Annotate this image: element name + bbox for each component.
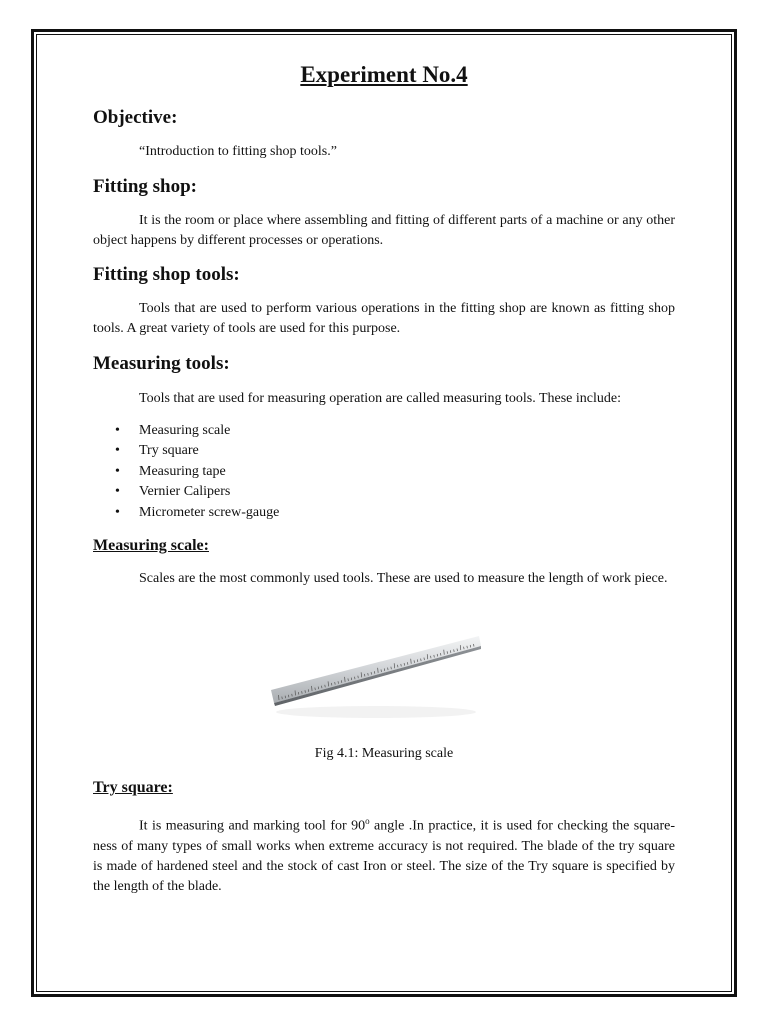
try-square-text-start: It is measuring and marking tool for 90	[139, 818, 366, 834]
ruler-tick	[364, 674, 365, 677]
try-square-text	[93, 811, 675, 897]
ruler-tick	[394, 663, 395, 668]
try-square-text-rest: angle .In practice, it is used for checking the square-ness of many types of small works when extreme accuracy is not required. The blade of the try square is made of hardened steel and the stock of cast Iron or steel. The size of the Try square is specified by the length of the blade.	[93, 818, 675, 894]
ruler-tick	[279, 695, 280, 700]
steel-ruler-illustration	[269, 590, 483, 740]
ruler-tick	[444, 650, 445, 655]
measuring-tools-list	[93, 421, 279, 523]
ruler-tick	[391, 667, 392, 670]
fitting-shop-heading: Fitting shop:	[93, 176, 197, 197]
ruler-tick	[431, 656, 432, 659]
ruler-tick	[440, 653, 441, 656]
ruler-tick	[295, 690, 296, 695]
ruler-tick	[397, 665, 398, 668]
fitting-shop-text: It is the room or place where assembling and fitting of different parts of a machine or any other object happens by different processes or operations.	[93, 213, 675, 248]
ruler-tick	[302, 691, 303, 694]
ruler-tick	[388, 668, 389, 671]
ruler-tick	[467, 646, 468, 649]
ruler-tick	[371, 672, 372, 675]
ruler-tick	[361, 672, 362, 677]
list-item: • Try square	[93, 441, 279, 461]
ruler-tick	[470, 645, 471, 648]
try-square-heading: Try square:	[93, 779, 173, 796]
ruler-tick	[454, 649, 455, 652]
ruler-tick	[292, 694, 293, 697]
objective-quote: “Introduction to fitting shop tools.”	[139, 144, 337, 159]
ruler-tick	[338, 681, 339, 684]
ruler-tick	[308, 689, 309, 692]
ruler-tick	[305, 690, 306, 693]
ruler-tick	[421, 659, 422, 662]
ruler-tick	[368, 673, 369, 676]
ruler-tick	[417, 659, 418, 662]
ruler-tick	[457, 649, 458, 652]
list-item: • Micrometer screw-gauge	[93, 503, 279, 523]
measuring-scale-text: Scales are the most commonly used tools. These are used to measure the length of work piece.	[139, 571, 668, 586]
ruler-tick	[341, 680, 342, 683]
ruler-tick	[404, 663, 405, 666]
list-item: • Vernier Calipers	[93, 482, 279, 502]
ruler-tick	[434, 655, 435, 658]
ruler-tick	[401, 664, 402, 667]
ruler-tick	[378, 668, 379, 673]
ruler-tick	[351, 678, 352, 681]
list-item: • Measuring tape	[93, 462, 279, 482]
measuring-tools-heading: Measuring tools:	[93, 353, 230, 374]
ruler-tick	[474, 644, 475, 647]
ruler-tick	[298, 692, 299, 695]
ruler-tick	[318, 687, 319, 690]
fitting-shop-tools-heading: Fitting shop tools:	[93, 264, 240, 285]
ruler-tick	[282, 697, 283, 700]
ruler-tick	[374, 671, 375, 674]
ruler-tick	[424, 658, 425, 661]
ruler-tick	[427, 654, 428, 659]
ruler-tick	[355, 677, 356, 680]
measuring-tools-text: Tools that are used for measuring operation are called measuring tools. These include:	[139, 391, 621, 406]
ruler-tick	[381, 669, 382, 672]
page-title: Experiment No.4	[300, 62, 468, 87]
ruler-tick	[348, 678, 349, 681]
figure-caption: Fig 4.1: Measuring scale	[314, 746, 454, 761]
ruler-tick	[384, 668, 385, 671]
fitting-shop-tools-text: Tools that are used to perform various operations in the fitting shop are known as fitting shop tools. A great variety of tools are used for this purpose.	[93, 301, 675, 336]
ruler-tick	[345, 677, 346, 682]
ruler-tick	[312, 686, 313, 691]
degree-superscript: o	[365, 816, 370, 826]
ruler-tick	[335, 682, 336, 685]
ruler-tick	[321, 686, 322, 689]
ruler-tick	[328, 681, 329, 686]
objective-heading: Objective:	[93, 107, 178, 128]
ruler-tick	[325, 685, 326, 688]
ruler-tick	[447, 651, 448, 654]
ruler-tick	[414, 660, 415, 663]
ruler-tick	[315, 688, 316, 691]
ruler-tick	[460, 645, 461, 650]
ruler-tick	[450, 650, 451, 653]
ruler-tick	[464, 647, 465, 650]
ruler-tick	[358, 676, 359, 679]
ruler-tick	[437, 654, 438, 657]
ruler-tick	[407, 662, 408, 665]
measuring-scale-image	[269, 590, 483, 740]
ruler-tick	[411, 659, 412, 664]
measuring-scale-heading: Measuring scale:	[93, 537, 209, 554]
ruler-tick	[285, 696, 286, 699]
list-item: • Measuring scale	[93, 421, 279, 441]
ruler-tick	[288, 695, 289, 698]
ruler-tick	[331, 683, 332, 686]
